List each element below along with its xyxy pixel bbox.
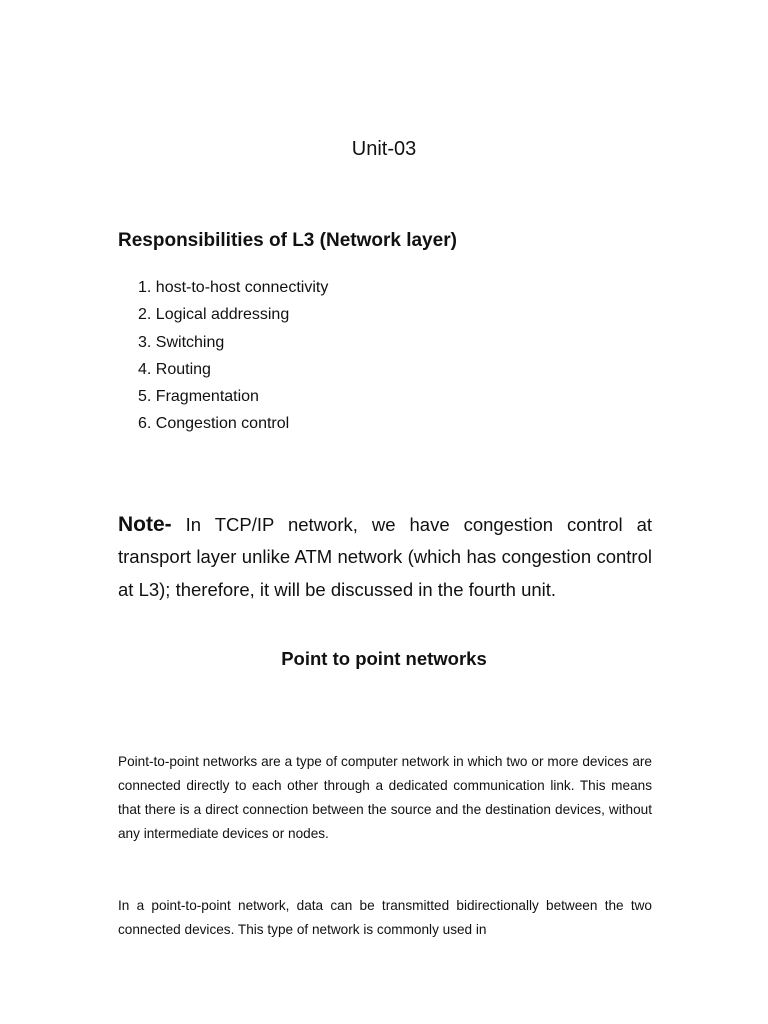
note-text: In TCP/IP network, we have congestion control at transport layer unlike ATM network (which has congestion control at L3); therefore, it will be discussed in the fourth unit. <box>118 513 652 600</box>
list-item: 6. Congestion control <box>138 415 290 433</box>
body-paragraph-1: Point-to-point networks are a type of computer network in which two or more devices are connected directly to each other through a dedicated communication link. This means that there is a direct connection between the source and the destination devices, without any intermediate devices or nodes. <box>118 753 652 841</box>
body-paragraph-2: In a point-to-point network, data can be transmitted bidirectionally between the two connected devices. This type of network is commonly used in <box>118 897 652 937</box>
responsibilities-list <box>138 274 328 438</box>
note-paragraph <box>118 509 652 607</box>
list-item: 3. Switching <box>138 333 225 351</box>
list-item: 5. Fragmentation <box>138 388 259 406</box>
responsibilities-heading: Responsibilities of L3 (Network layer) <box>118 230 457 251</box>
list-item: 1. host-to-host connectivity <box>138 279 329 296</box>
unit-title: Unit-03 <box>351 138 417 160</box>
note-label: Note- <box>118 512 172 536</box>
point-to-point-heading: Point to point networks <box>281 648 487 669</box>
list-item: 2. Logical addressing <box>138 306 290 324</box>
list-item: 4. Routing <box>138 360 211 378</box>
